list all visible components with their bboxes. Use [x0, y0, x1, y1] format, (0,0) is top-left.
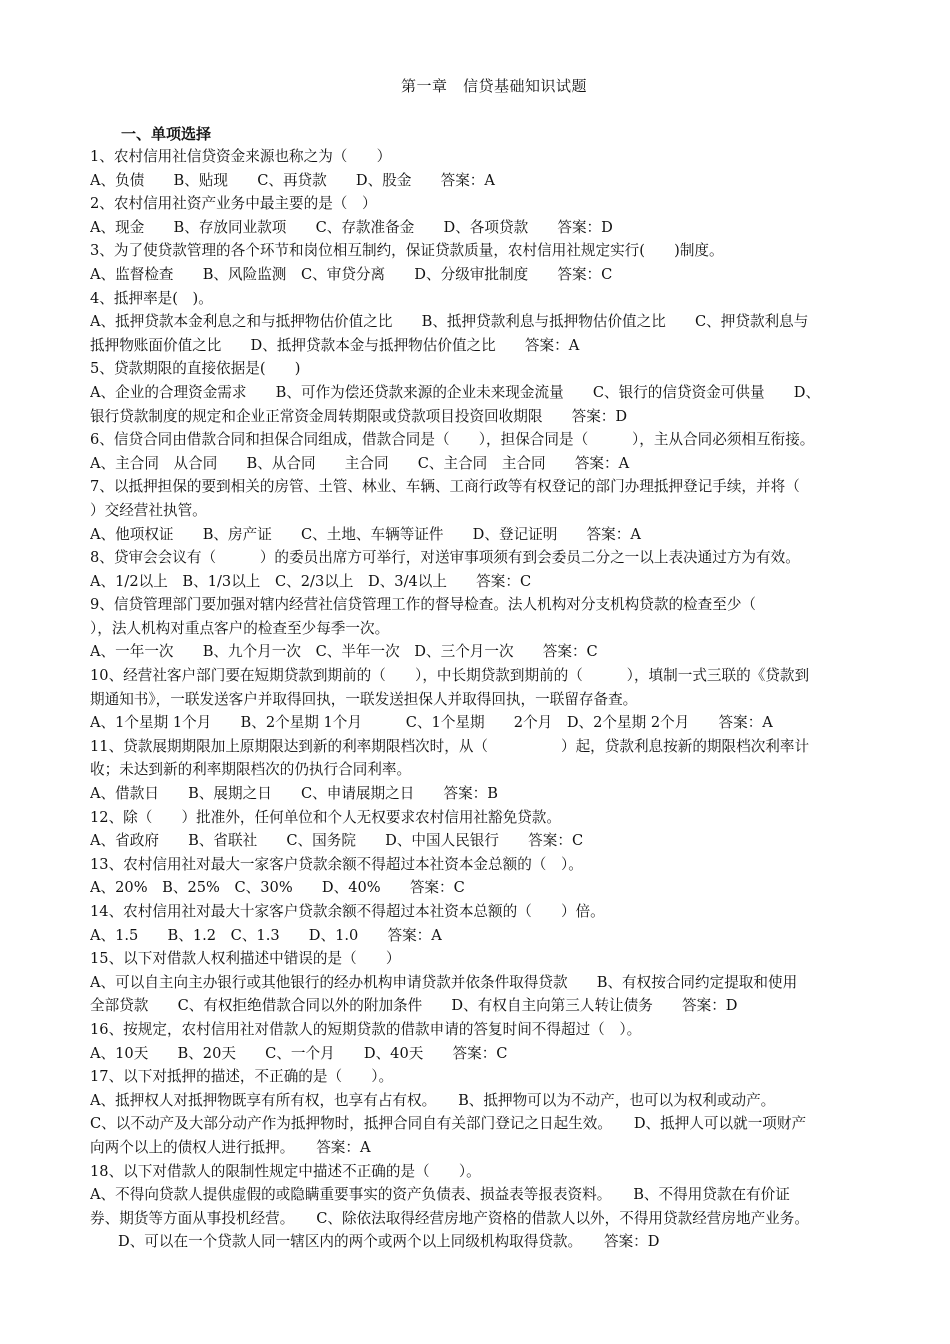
text-line: D、可以在一个贷款人同一辖区内的两个或两个以上同级机构取得贷款。 答案：D — [118, 1233, 660, 1251]
text-line: 11、贷款展期期限加上原期限达到新的利率期限档次时，从（ ）起，贷款利息按新的期限档次利率计 — [90, 737, 810, 755]
text-line: ）交经营社执管。 — [90, 501, 207, 519]
text-line: A、不得向贷款人提供虚假的或隐瞒重要事实的资产负债表、损益表等报表资料。 B、不得用贷款在有价证 — [90, 1186, 790, 1204]
text-line: A、抵押贷款本金利息之和与抵押物估价值之比 B、抵押贷款利息与抵押物估价值之比 C、押贷款利息与 — [90, 313, 809, 331]
text-line: 14、农村信用社对最大十家客户贷款余额不得超过本社资本总额的（ ）倍。 — [90, 903, 605, 920]
section-heading: 一、单项选择 — [121, 125, 212, 143]
text-line: ），法人机构对重点客户的检查至少每季一次。 — [90, 619, 390, 637]
text-line: 1、农村信用社信贷资金来源也称之为（ ） — [90, 148, 392, 165]
text-line: 18、以下对借款人的限制性规定中描述不正确的是（ ）。 — [90, 1162, 481, 1180]
text-line: 期通知书》，一联发送客户并取得回执，一联发送担保人并取得回执，一联留存备查。 — [90, 690, 638, 708]
text-line: A、负债 B、贴现 C、再贷款 D、股金 答案：A — [90, 171, 495, 189]
text-line: 12、除（ ）批准外，任何单位和个人无权要求农村信用社豁免贷款。 — [90, 808, 561, 826]
text-line: 向两个以上的债权人进行抵押。 答案：A — [90, 1138, 371, 1156]
text-line: 全部贷款 C、有权拒绝借款合同以外的附加条件 D、有权自主向第三人转让债务 答案：D — [90, 997, 738, 1015]
text-line: 16、按规定，农村信用社对借款人的短期贷款的借款申请的答复时间不得超过（ ）。 — [90, 1020, 642, 1038]
text-line: A、一年一次 B、九个月一次 C、半年一次 D、三个月一次 答案：C — [90, 643, 598, 661]
text-line: A、监督检查 B、风险监测 C、审贷分离 D、分级审批制度 答案：C — [90, 265, 613, 283]
text-line: A、可以自主向主办银行或其他银行的经办机构申请贷款并依条件取得贷款 B、有权按合同约定提取和使用 — [90, 973, 798, 991]
text-line: A、借款日 B、展期之日 C、申请展期之日 答案：B — [90, 785, 499, 803]
text-line: 2、农村信用社资产业务中最主要的是（ ） — [90, 195, 377, 213]
text-line: A、10天 B、20天 C、一个月 D、40天 答案：C — [90, 1044, 508, 1062]
text-line: A、抵押权人对抵押物既享有所有权，也享有占有权。 B、抵押物可以为不动产，也可以为权利或动产。 — [90, 1091, 776, 1109]
chapter-title: 第一章 信贷基础知识试题 — [400, 77, 587, 95]
text-line: A、省政府 B、省联社 C、国务院 D、中国人民银行 答案：C — [90, 832, 584, 850]
text-line: A、1个星期 1个月 B、2个星期 1个月 C、1个星期 2个月 D、2个星期 2个月 答案：A — [90, 714, 773, 732]
text-line: 3、为了使贷款管理的各个环节和岗位相互制约，保证贷款质量，农村信用社规定实行( )制度。 — [90, 242, 724, 260]
text-line: 5、贷款期限的直接依据是( ) — [90, 360, 301, 378]
text-line: 17、以下对抵押的描述，不正确的是（ ）。 — [90, 1068, 394, 1086]
text-line: 13、农村信用社对最大一家客户贷款余额不得超过本社资本金总额的（ ）。 — [90, 855, 583, 873]
question-body — [90, 145, 916, 1254]
text-line: A、1.5 B、1.2 C、1.3 D、1.0 答案：A — [90, 926, 442, 944]
text-line: 6、信贷合同由借款合同和担保合同组成，借款合同是（ ），担保合同是（ ），主从合同必须相互衔接。 — [90, 431, 815, 449]
text-line: 10、经营社客户部门要在短期贷款到期前的（ ），中长期贷款到期前的（ ），填制一式三联的《贷款到 — [90, 667, 810, 685]
text-line: 券、期货等方面从事投机经营。 C、除依法取得经营房地产资格的借款人以外，不得用贷款经营房地产业务。 — [90, 1209, 809, 1227]
text-line: A、他项权证 B、房产证 C、土地、车辆等证件 D、登记证明 答案：A — [90, 525, 641, 543]
text-line: 7、以抵押担保的要到相关的房管、土管、林业、车辆、工商行政等有权登记的部门办理抵押登记手续，并将（ — [90, 478, 800, 496]
text-line: A、主合同 从合同 B、从合同 主合同 C、主合同 主合同 答案：A — [90, 454, 630, 472]
text-line: 抵押物账面价值之比 D、抵押贷款本金与抵押物估价值之比 答案：A — [90, 336, 580, 354]
text-line: 15、以下对借款人权利描述中错误的是（ ） — [90, 950, 401, 968]
text-line: A、20% B、25% C、30% D、40% 答案：C — [90, 879, 465, 897]
text-line: C、以不动产及大部分动产作为抵押物时，抵押合同自有关部门登记之日起生效。 D、抵押人可以就一项财产 — [90, 1115, 807, 1133]
text-line: 4、抵押率是( )。 — [90, 289, 213, 307]
text-line: 8、贷审会会议有（ ）的委员出席方可举行，对送审事项须有到会委员二分之一以上表决通过方为有效。 — [90, 549, 800, 567]
text-line: 银行贷款制度的规定和企业正常资金周转期限或贷款项目投资回收期限 答案：D — [90, 407, 628, 425]
text-line: 收；未达到新的利率期限档次的仍执行合同利率。 — [90, 761, 412, 779]
text-line: 9、信贷管理部门要加强对辖内经营社信贷管理工作的督导检查。法人机构对分支机构贷款的检查至少（ — [90, 596, 757, 614]
text-line: A、企业的合理资金需求 B、可作为偿还贷款来源的企业未来现金流量 C、银行的信贷资金可供量 D、 — [90, 383, 821, 401]
text-line: A、现金 B、存放同业款项 C、存款准备金 D、各项贷款 答案：D — [90, 218, 613, 236]
text-line: A、1/2以上 B、1/3以上 C、2/3以上 D、3/4以上 答案：C — [90, 572, 532, 590]
